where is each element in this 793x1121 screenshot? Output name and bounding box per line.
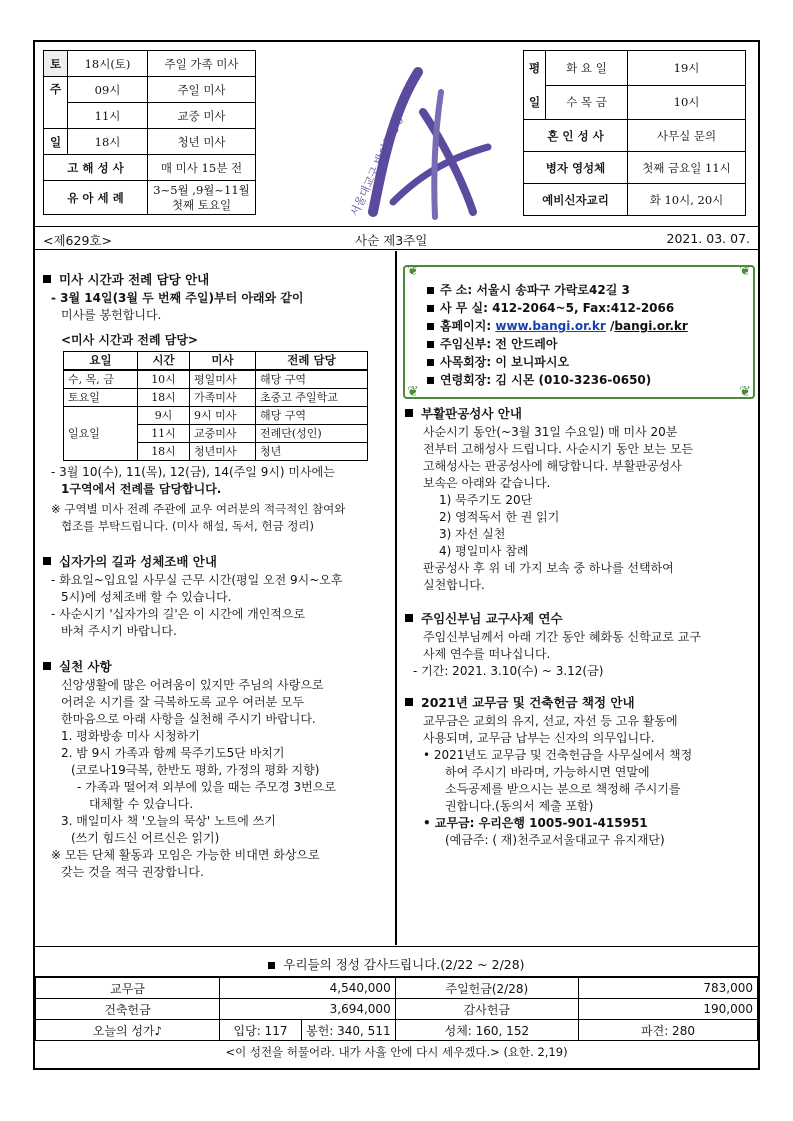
- mass-schedule-table: [43, 50, 256, 215]
- info-line: [427, 299, 741, 317]
- section-heading: [403, 610, 755, 627]
- office-phone: 사 무 실: 412-2064~5, Fax:412-2066: [440, 301, 675, 315]
- table-header: 전례 담당: [256, 352, 368, 371]
- ornament-icon: ❦: [739, 384, 751, 400]
- offering-section: [35, 946, 758, 1060]
- weekday-day: 화 요 일: [546, 51, 628, 86]
- info-line: [427, 353, 741, 371]
- weekday-time: 19시: [628, 51, 746, 86]
- table-row: [64, 389, 368, 407]
- text-line: 3) 자선 실천: [439, 527, 506, 541]
- table-cell: 평일미사: [190, 370, 256, 389]
- text-line: 1. 평화방송 미사 시청하기: [61, 729, 200, 743]
- title-bar: [35, 228, 758, 250]
- day-label: 토: [44, 51, 68, 77]
- baptism-months: 3~5월 ,9월~11월: [153, 182, 250, 197]
- header: [35, 42, 758, 227]
- table-cell: 토요일: [64, 389, 138, 407]
- text-line: (코로나19극복, 한반도 평화, 가정의 평화 지향): [71, 763, 320, 777]
- table-cell: 청년: [256, 443, 368, 461]
- table-row: [64, 370, 368, 389]
- mass-cell: 주일 가족 미사: [148, 51, 256, 77]
- text-line: 하여 주시기 바라며, 가능하시면 연말에: [445, 765, 650, 779]
- table-cell: 성체: 160, 152: [395, 1020, 578, 1041]
- table-cell: 18시: [138, 443, 190, 461]
- text-line: 실천합니다.: [423, 578, 485, 592]
- text-line: 바쳐 주시기 바랍니다.: [61, 624, 177, 638]
- text-line: 주임신부님께서 아래 기간 동안 혜화동 신학교로 교구: [423, 630, 701, 644]
- table-header: 미사: [190, 352, 256, 371]
- text-line: ※ 구역별 미사 전례 주관에 교우 여러분의 적극적인 참여와: [51, 502, 346, 516]
- section-heading: [41, 658, 391, 675]
- text-line: 고해성사는 판공성사에 해당합니다. 부활판공성사: [423, 459, 682, 473]
- section-heading: [41, 271, 391, 288]
- section-title: 부활판공성사 안내: [421, 406, 522, 421]
- text-line: (쓰기 힘드신 어르신은 읽기): [71, 831, 220, 845]
- left-column: [41, 265, 391, 881]
- confession-label: 고 해 성 사: [44, 155, 148, 181]
- text-line: 대체할 수 있습니다.: [89, 797, 194, 811]
- info-line: [427, 317, 741, 335]
- homepage-label: 홈페이지:: [440, 319, 496, 333]
- table-cell: 파견: 280: [579, 1020, 758, 1041]
- table-cell: 10시: [138, 370, 190, 389]
- table-cell: 해당 구역: [256, 407, 368, 425]
- text-line: 한마음으로 아래 사항을 실천해 주시기 바랍니다.: [61, 712, 316, 726]
- table-header: 요일: [64, 352, 138, 371]
- time-cell: 18시: [68, 129, 148, 155]
- section-title: 미사 시간과 전례 담당 안내: [59, 272, 210, 287]
- section-title: 2021년 교무금 및 건축헌금 책정 안내: [421, 695, 635, 710]
- section-heading: [41, 553, 391, 570]
- homepage-link-2[interactable]: bangi.or.kr: [614, 319, 688, 333]
- thanks-text: 우리들의 정성 감사드립니다.(2/22 ~ 2/28): [283, 957, 525, 972]
- homepage-sep: /: [605, 319, 615, 333]
- table-cell: 가족미사: [190, 389, 256, 407]
- info-line: [427, 281, 741, 299]
- table-cell: 일요일: [64, 407, 138, 461]
- text-line: 3. 매일미사 책 '오늘의 묵상' 노트에 쓰기: [61, 814, 276, 828]
- info-line: [427, 371, 741, 389]
- time-cell: 09시: [68, 77, 148, 103]
- text-line: 판공성사 후 위 네 가지 보속 중 하나를 선택하여: [423, 561, 674, 575]
- time-cell: 18시(토): [68, 51, 148, 77]
- section-heading: [403, 405, 755, 422]
- bullet-icon: [268, 962, 275, 969]
- table-cell: 9시 미사: [190, 407, 256, 425]
- text-line: - 화요일~입요일 사무실 근무 시간(평일 오전 9시~오후: [51, 573, 343, 587]
- text-line: 전부터 고해성사 드립니다. 사순시기 동안 보는 모든: [423, 442, 694, 456]
- baptism-label: 유 아 세 례: [44, 181, 148, 215]
- logo-text: 서울대교구 방이동성당: [347, 113, 407, 219]
- weekday-label-bottom: 일: [528, 95, 541, 109]
- text-line: 협조를 부탁드립니다. (미사 해설, 독서, 헌금 정리): [61, 519, 314, 533]
- section-title: 실천 사항: [59, 659, 112, 674]
- mass-cell: 교중 미사: [148, 103, 256, 129]
- text-line: 교무금은 교회의 유지, 선교, 자선 등 고유 활동에: [423, 714, 678, 728]
- text-line: • 2021년도 교무금 및 건축헌금을 사무실에서 책정: [423, 748, 693, 762]
- table-row: [36, 978, 758, 999]
- text-line: • 교무금: 우리은행 1005-901-415951: [423, 816, 648, 830]
- text-line: - 사순시기 '십자가의 길'은 이 시간에 개인적으로: [51, 607, 306, 621]
- table-cell: 190,000: [579, 999, 758, 1020]
- text-line: 사용되며, 교무금 납부는 신자의 의무입니다.: [423, 731, 655, 745]
- table-cell: 783,000: [579, 978, 758, 999]
- table-cell: 해당 구역: [256, 370, 368, 389]
- text-line: 신앙생활에 많은 어려움이 있지만 주님의 사랑으로: [61, 678, 324, 692]
- weekday-label: [524, 51, 546, 120]
- table-cell: 오늘의 성가♪: [36, 1020, 220, 1041]
- marriage-value: 사무실 문의: [628, 120, 746, 152]
- day-label: 일: [44, 129, 68, 155]
- table-cell: 3,694,000: [220, 999, 396, 1020]
- sick-communion-value: 첫째 금요일 11시: [628, 152, 746, 184]
- table-cell: 교무금: [36, 978, 220, 999]
- table-row: [64, 407, 368, 425]
- text-line: 어려운 시기를 잘 극복하도록 교우 여러분 모두: [61, 695, 305, 709]
- confession-value: 매 미사 15분 전: [148, 155, 256, 181]
- column-divider: [395, 251, 397, 945]
- table-cell: 초중고 주일학교: [256, 389, 368, 407]
- council-president: 사목회장: 이 보니파시오: [440, 355, 570, 369]
- text-line: 사순시기 동안(~3월 31일 수요일) 매 미사 20분: [423, 425, 678, 439]
- text-line: 1구역에서 전례를 담당합니다.: [61, 482, 222, 496]
- pastor: 주임신부: 전 안드레아: [440, 337, 558, 351]
- section-title: 십자가의 길과 성체조배 안내: [59, 554, 217, 569]
- text-line: - 3월 10(수), 11(목), 12(금), 14(주일 9시) 미사에는: [51, 465, 335, 479]
- bulletin-page: [33, 40, 760, 1070]
- table-cell: 18시: [138, 389, 190, 407]
- liturgy-table: [63, 351, 368, 461]
- baptism-value: [148, 181, 256, 215]
- text-line: 갖는 것을 적극 권장합니다.: [61, 865, 204, 879]
- mass-cell: 청년 미사: [148, 129, 256, 155]
- table-cell: 건축헌금: [36, 999, 220, 1020]
- text-line: 사제 연수를 떠나십니다.: [423, 647, 551, 661]
- text-line: (예금주: ( 재)천주교서울대교구 유지재단): [445, 833, 665, 847]
- info-line: [427, 335, 741, 353]
- text-line: 5시)에 성체조배 할 수 있습니다.: [61, 590, 232, 604]
- text-line: 권합니다.(동의서 제출 포함): [445, 799, 594, 813]
- address: 주 소: 서울시 송파구 가락로42길 3: [440, 283, 630, 297]
- table-cell: 주일헌금(2/28): [395, 978, 578, 999]
- table-cell: 감사헌금: [395, 999, 578, 1020]
- text-line: 2. 밤 9시 가족과 함께 묵주기도5단 바치기: [61, 746, 285, 760]
- text-line: ※ 모든 단체 활동과 모임은 가능한 비대면 화상으로: [51, 848, 320, 862]
- table-cell: 9시: [138, 407, 190, 425]
- federation-president: 연령회장: 김 시몬 (010-3236-0650): [440, 373, 652, 387]
- day-label: 주: [44, 77, 68, 129]
- offering-table: [35, 977, 758, 1041]
- sacrament-table: [523, 50, 746, 216]
- ornament-icon: ❦: [407, 384, 419, 400]
- table-header: 시간: [138, 352, 190, 371]
- table-cell: 4,540,000: [220, 978, 396, 999]
- mass-cell: 주일 미사: [148, 77, 256, 103]
- section-heading: [403, 694, 755, 711]
- ornament-icon: ❦: [407, 263, 419, 279]
- table-cell: 전례단(성인): [256, 425, 368, 443]
- parish-info-box: [403, 265, 755, 399]
- ornament-icon: ❦: [739, 263, 751, 279]
- table-row: [36, 1020, 758, 1041]
- issue-number: <제629호>: [43, 233, 112, 248]
- text-line: 소득공제를 받으시는 분으로 책정해 주시기를: [445, 782, 681, 796]
- weekday-day: 수 목 금: [546, 85, 628, 120]
- text-line: 보속은 아래와 같습니다.: [423, 476, 551, 490]
- table-cell: 11시: [138, 425, 190, 443]
- time-cell: 11시: [68, 103, 148, 129]
- text-line: 2) 영적독서 한 권 읽기: [439, 510, 560, 524]
- bulletin-title: 사순 제3주일: [355, 233, 428, 248]
- thanks-heading: [35, 947, 758, 977]
- parish-logo: [323, 52, 493, 222]
- scripture-quote: <이 성전을 허물어라. 내가 사흘 안에 다시 세우겠다.> (요한. 2,19): [225, 1045, 568, 1059]
- text-line: - 3월 14일(3월 두 번째 주일)부터 아래와 같이: [51, 291, 304, 305]
- text-line: 4) 평일미사 참례: [439, 544, 529, 558]
- text-line: - 기간: 2021. 3.10(수) ~ 3.12(금): [413, 664, 604, 678]
- weekday-time: 10시: [628, 85, 746, 120]
- baptism-day: 첫째 토요일: [171, 197, 232, 212]
- text-line: 미사를 봉헌합니다.: [61, 308, 162, 322]
- text-line: 1) 묵주기도 20단: [439, 493, 533, 507]
- catechism-label: 예비신자교리: [524, 184, 628, 216]
- table-cell: 청년미사: [190, 443, 256, 461]
- table-cell: 수, 목, 금: [64, 370, 138, 389]
- sick-communion-label: 병자 영성체: [524, 152, 628, 184]
- marriage-label: 혼 인 성 사: [524, 120, 628, 152]
- table-row: [36, 999, 758, 1020]
- right-column: [403, 265, 755, 849]
- table-cell: 봉헌: 340, 511: [302, 1020, 396, 1041]
- table-title: <미사 시간과 전례 담당>: [61, 333, 198, 347]
- bulletin-date: 2021. 03. 07.: [666, 231, 750, 246]
- text-line: - 가족과 떨어져 외부에 있을 때는 주모경 3번으로: [77, 780, 336, 794]
- catechism-value: 화 10시, 20시: [628, 184, 746, 216]
- weekday-label-top: 평: [528, 61, 541, 75]
- section-title: 주임신부님 교구사제 연수: [421, 611, 563, 626]
- table-cell: 입당: 117: [220, 1020, 302, 1041]
- table-cell: 교중미사: [190, 425, 256, 443]
- homepage-link[interactable]: www.bangi.or.kr: [495, 319, 606, 333]
